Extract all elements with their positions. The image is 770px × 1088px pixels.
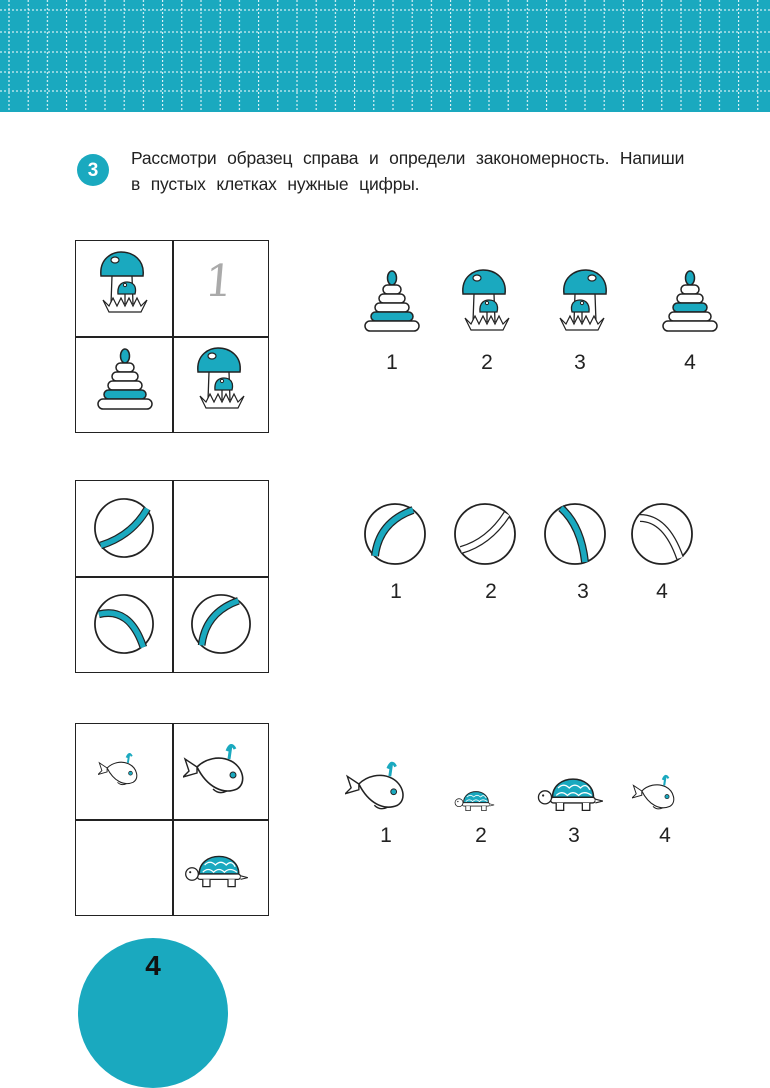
ball-icon	[363, 502, 427, 566]
mushroom-icon	[552, 266, 612, 334]
ball-icon	[453, 502, 517, 566]
option-number: 2	[475, 824, 487, 847]
whale-icon	[98, 748, 150, 788]
ball-icon	[190, 593, 252, 655]
option-number: 4	[656, 580, 668, 603]
header-grid-pattern	[0, 0, 770, 112]
ball-icon	[93, 497, 155, 559]
mushroom-icon	[192, 344, 252, 412]
option-number: 4	[659, 824, 671, 847]
mushroom-icon	[457, 266, 517, 334]
turtle-icon	[535, 760, 611, 816]
pyramid-icon	[362, 270, 422, 334]
pyramid-icon	[95, 346, 155, 414]
ball-icon	[543, 502, 607, 566]
turtle-icon	[453, 780, 499, 814]
ball-icon	[93, 593, 155, 655]
option-number: 1	[386, 351, 398, 374]
option-number: 1	[390, 580, 402, 603]
instruction-line-2: в пустых клетках нужные цифры.	[131, 174, 420, 194]
option-number: 2	[481, 351, 493, 374]
header-band	[0, 0, 770, 112]
option-number: 2	[485, 580, 497, 603]
option-number: 3	[574, 351, 586, 374]
whale-icon	[345, 755, 423, 813]
answer-cell-1[interactable]: 1	[202, 256, 236, 307]
option-number: 1	[380, 824, 392, 847]
turtle-icon	[183, 838, 255, 892]
ball-icon	[630, 502, 694, 566]
whale-icon	[632, 770, 688, 812]
mushroom-icon	[95, 248, 155, 316]
page-number: 4	[145, 950, 161, 981]
option-number: 4	[684, 351, 696, 374]
pyramid-icon	[660, 270, 720, 334]
option-number: 3	[577, 580, 589, 603]
task-number-badge: 3	[77, 154, 109, 186]
option-number: 3	[568, 824, 580, 847]
instruction-line-1: Рассмотри образец справа и определи закономерность. Напиши	[131, 148, 685, 168]
whale-icon	[183, 737, 263, 797]
